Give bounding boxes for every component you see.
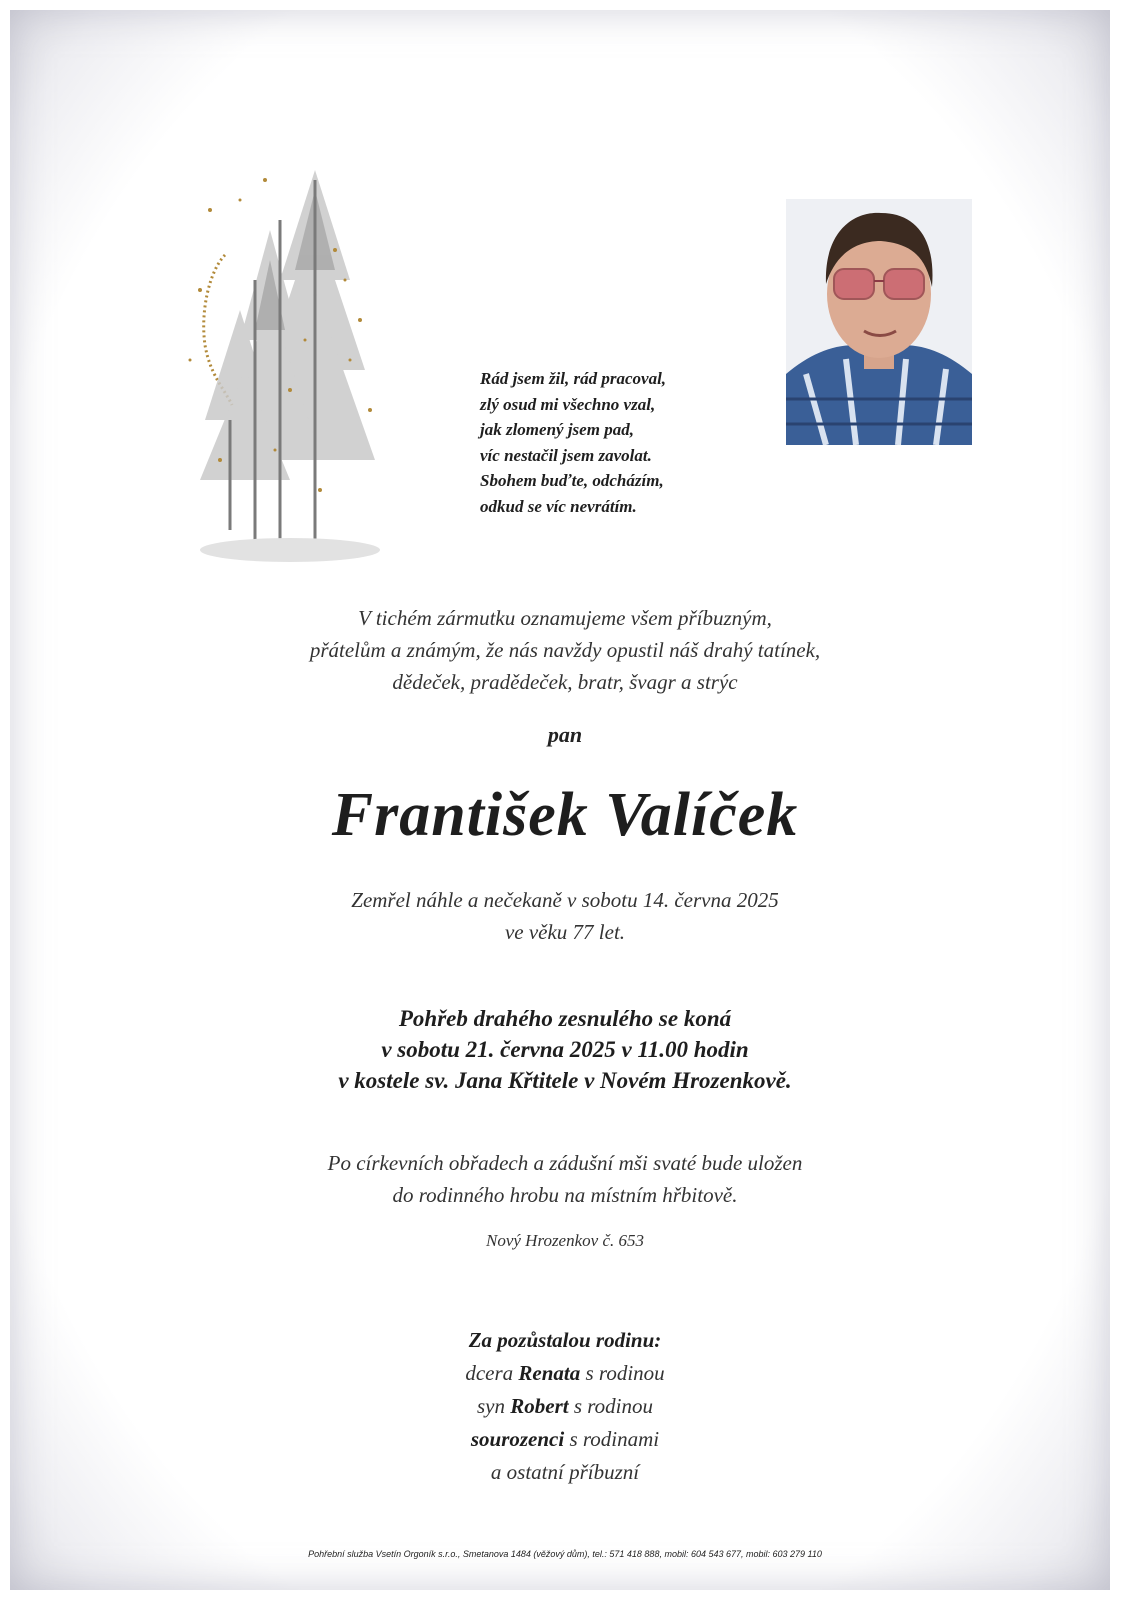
poem-line: Rád jsem žil, rád pracoval, — [480, 369, 667, 388]
family-signature — [0, 1324, 1130, 1489]
relative-name: Renata — [518, 1361, 581, 1385]
tree-illustration — [170, 160, 420, 580]
burial-line: Po církevních obřadech a zádušní mši svaté bude uložen — [327, 1151, 803, 1175]
address: Nový Hrozenkov č. 653 — [486, 1231, 644, 1250]
poem — [480, 366, 666, 519]
funeral-info — [0, 1003, 1130, 1096]
poem-line: víc nestačil jsem zavolat. — [480, 445, 652, 465]
poem-line: jak zlomený jsem pad, — [480, 420, 634, 439]
tree-foliage — [200, 170, 375, 480]
intro-line: dědeček, pradědeček, bratr, švagr a strýc — [392, 670, 738, 694]
tree-ground — [200, 538, 380, 562]
relative-name: Robert — [510, 1394, 569, 1418]
family-title: Za pozůstalou rodinu: — [468, 1328, 662, 1352]
family-line-daughter — [0, 1357, 1130, 1390]
relation-suffix: s rodinou — [568, 1394, 653, 1418]
relation: syn — [477, 1394, 511, 1418]
portrait-photo — [786, 199, 972, 445]
burial-info — [0, 1147, 1130, 1211]
burial-line: do rodinného hrobu na místním hřbitově. — [392, 1183, 738, 1207]
family-line-siblings — [0, 1423, 1130, 1456]
family-line-others: a ostatní příbuzní — [490, 1460, 640, 1484]
deceased-name: František Valíček — [331, 781, 799, 849]
relative-name: sourozenci — [470, 1427, 565, 1451]
funeral-line: Pohřeb drahého zesnulého se koná — [398, 1006, 732, 1031]
funeral-line: v sobotu 21. června 2025 v 11.00 hodin — [381, 1037, 749, 1062]
poem-line: zlý osud mi všechno vzal, — [480, 394, 656, 414]
poem-line: Sbohem buďte, odcházím, — [480, 471, 664, 490]
relation-suffix: s rodinami — [564, 1427, 660, 1451]
funeral-service-footer: Pohřební služba Vsetín Orgoník s.r.o., Smetanova 1484 (věžový dům), tel.: 571 418 888, mobil: 604 543 677, mobil: 603 279 110 — [308, 1549, 822, 1559]
intro-line: V tichém zármutku oznamujeme všem příbuzným, — [358, 606, 772, 630]
intro-line: přátelům a známým, že nás navždy opustil náš drahý tatínek, — [309, 638, 821, 662]
death-line: Zemřel náhle a nečekaně v sobotu 14. června 2025 — [351, 888, 779, 912]
relation: dcera — [465, 1361, 519, 1385]
title-prefix: pan — [547, 722, 583, 747]
poem-line: odkud se víc nevrátím. — [480, 496, 637, 516]
relation-suffix: s rodinou — [580, 1361, 665, 1385]
death-line: ve věku 77 let. — [504, 920, 626, 944]
family-line-son — [0, 1390, 1130, 1423]
intro-text — [0, 602, 1130, 698]
funeral-line: v kostele sv. Jana Křtitele v Novém Hrozenkově. — [338, 1068, 792, 1093]
death-info — [0, 884, 1130, 948]
